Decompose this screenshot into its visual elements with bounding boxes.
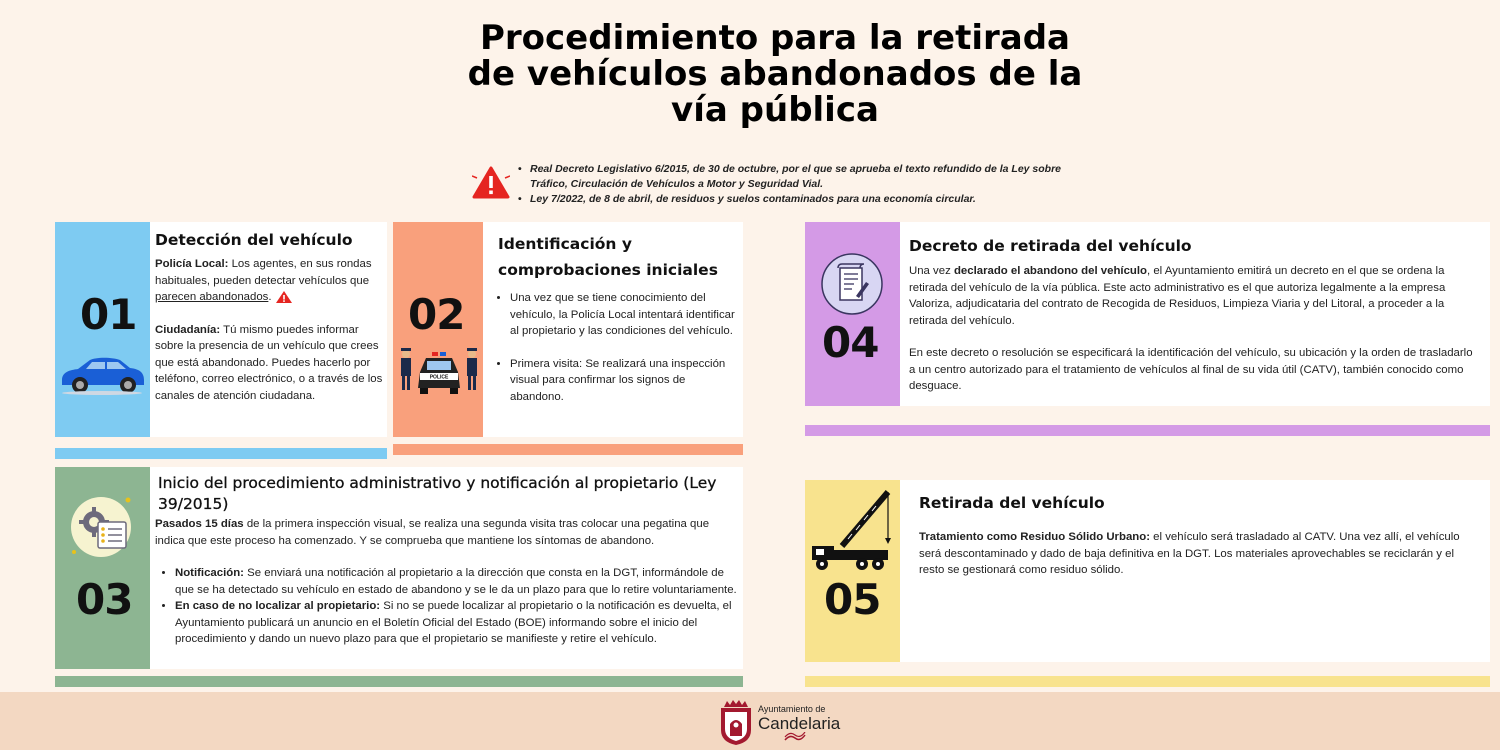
logo-line-1: Ayuntamiento de <box>758 704 826 714</box>
step-2-number: 02 <box>408 290 465 339</box>
step-5-bar <box>805 676 1490 687</box>
legal-item: • Real Decreto Legislativo 6/2015, de 30 de octubre, por el que se aprueba el texto refundido de la Ley sobre Tráfico, Circulación de Vehículos a Motor y Seguridad Vial. <box>516 162 1086 192</box>
step-1-bar <box>55 448 387 459</box>
step-5-paragraph <box>919 529 1474 579</box>
step-2-bullet: • Primera visita: Se realizará una inspección visual para confirmar los signos de abandono. <box>510 356 740 406</box>
police-label: POLICE <box>429 374 449 381</box>
step-3-notification-label: Notificación: <box>175 567 244 579</box>
title-line-3: vía pública <box>671 90 879 130</box>
step-1-number: 01 <box>80 290 137 339</box>
step-1-police-underline: parecen abandonados <box>155 291 269 303</box>
step-4-title: Decreto de retirada del vehículo <box>909 237 1192 255</box>
candelaria-logo-icon <box>718 698 754 746</box>
step-1-police-end: . <box>268 291 272 303</box>
step-4-p1-start: Una vez <box>909 265 954 277</box>
step-5-bold: Tratamiento como Residuo Sólido Urbano: <box>919 531 1150 543</box>
step-3-not-found-label: En caso de no localizar al propietario: <box>175 600 381 612</box>
step-4-text <box>909 263 1474 395</box>
logo-wave-icon <box>784 732 806 742</box>
step-1-citizens-label: Ciudadanía: <box>155 323 221 336</box>
step-1-paragraph-citizens <box>155 322 383 405</box>
step-3-notification-text: Se enviará una notificación al propietario a la dirección que consta en la DGT, informándole de que se ha detectado su vehículo en estado de abandono y se le da un plazo para que lo retire voluntariamente. <box>175 567 737 596</box>
step-1-paragraph-police <box>155 256 383 306</box>
step-2-text <box>490 290 740 405</box>
step-4-paragraph-1 <box>909 263 1474 329</box>
logo-line-2: Candelaria <box>758 714 841 733</box>
step-5-number: 05 <box>824 575 881 624</box>
step-2-title-line-1: Identificación y <box>498 235 632 253</box>
gear-checklist-icon <box>66 494 136 560</box>
step-5-text-body: el vehículo será trasladado al CATV. Una vez allí, el vehículo será descontaminado y dado de baja definitiva en la DGT. Los materiales aprovechables se reciclarán y el resto se gestionará como residuo sólido. <box>919 531 1460 576</box>
step-3-bullet-not-found <box>175 598 740 648</box>
step-3-number: 03 <box>76 575 133 624</box>
step-3-intro-bold: Pasados 15 días <box>155 518 244 530</box>
step-3-intro <box>155 516 740 549</box>
step-3-not-found-text: Si no se puede localizar al propietario o la notificación es devuelta, el Ayuntamiento publicará un anuncio en el Boletín Oficial del Estado (BOE) informando sobre el inicio del procedimiento y dando un nuevo plazo para que el propietario se manifieste y retire el vehículo. <box>175 600 732 645</box>
step-4-paragraph-2: En este decreto o resolución se especificará la identificación del vehículo, su ubicación y la orden de trasladarlo a un centro autorizado para el tratamiento de vehículos al final de su vida útil (CATV), también conocido como desguace. <box>909 347 1473 392</box>
step-2-title-line-2: comprobaciones iniciales <box>498 261 718 279</box>
title-line-1: Procedimiento para la retirada <box>479 18 1071 58</box>
step-1-citizens-text: Tú mismo puedes informar sobre la presencia de un vehículo que crees que está abandonado. Puedes hacerlo por teléfono, correo electrónico, o a través de los canales de atención ciudadana. <box>155 323 383 402</box>
step-4-p1-bold: declarado el abandono del vehículo <box>953 265 1148 277</box>
warning-icon <box>472 166 510 200</box>
step-4-bar <box>805 425 1490 436</box>
page-title <box>400 20 1150 128</box>
document-icon <box>820 252 884 316</box>
step-1-police-label: Policía Local: <box>155 258 229 270</box>
step-3-intro-text: de la primera inspección visual, se realiza una segunda visita tras colocar una pegatina que indica que este proceso ha comenzado. Y se comprueba que mantiene los síntomas de abandono. <box>155 518 710 547</box>
step-2-bar <box>393 444 743 455</box>
crane-truck-icon <box>808 488 896 572</box>
step-5-text <box>919 529 1474 579</box>
step-4-p1-text: , el Ayuntamiento emitirá un decreto en el que se ordena la retirada del vehículo de la vía pública. Este acto administrativo es el que autoriza legalmente a la empresa Valoriza, adjudicataria del contrato de Recogida de Residuos, Limpieza Viaria y del Litoral, a proceder a la retirada del vehículo. <box>909 265 1446 327</box>
candelaria-logo <box>718 698 841 746</box>
title-line-2: de vehículos abandonados de la <box>467 54 1083 94</box>
step-4-number: 04 <box>822 318 879 367</box>
small-warning-icon <box>275 290 293 304</box>
legal-item: • Ley 7/2022, de 8 de abril, de residuos y suelos contaminados para una economía circular. <box>516 192 1086 207</box>
police-icon <box>396 344 482 396</box>
step-3-title: Inicio del procedimiento administrativo y notificación al propietario (Ley 39/2015) <box>158 474 717 513</box>
step-3-text <box>155 516 740 648</box>
step-1-title: Detección del vehículo <box>155 231 353 249</box>
step-2-bullet: • Una vez que se tiene conocimiento del vehículo, la Policía Local intentará identificar al propietario y las condiciones del vehículo. <box>510 290 740 340</box>
step-3-bar <box>55 676 743 687</box>
step-2-title <box>498 231 718 283</box>
step-5-title: Retirada del vehículo <box>919 494 1105 512</box>
car-icon <box>56 350 148 396</box>
step-1-police-text: Los agentes, en sus rondas habituales, pueden detectar vehículos que <box>155 258 372 287</box>
step-1-text <box>155 256 383 404</box>
step-3-bullet-notification <box>175 565 740 598</box>
